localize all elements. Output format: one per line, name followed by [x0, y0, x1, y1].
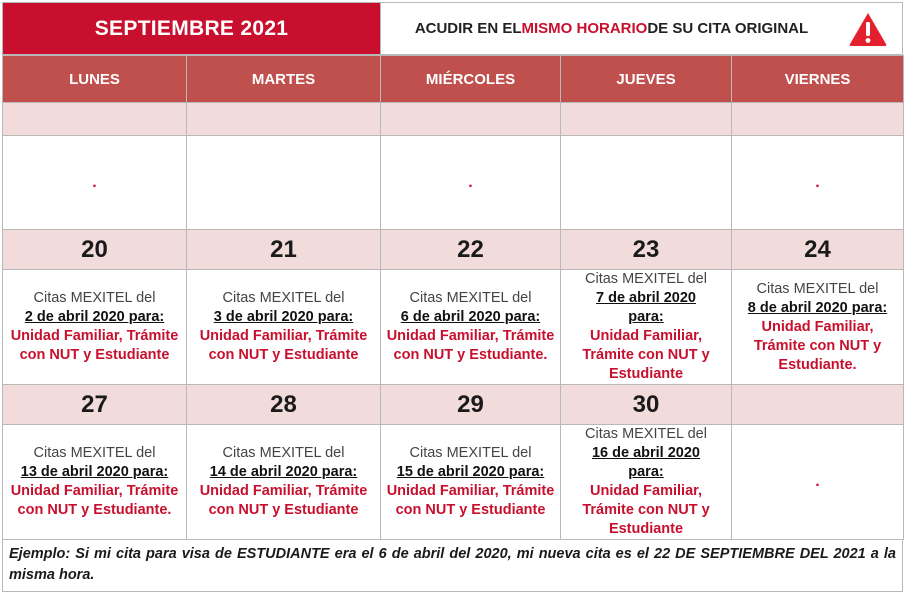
day-number-cell — [381, 103, 561, 136]
day-number: 20 — [3, 230, 187, 270]
weekday-monday: LUNES — [3, 56, 187, 103]
appointment-original-date: 2 de abril 2020 para: — [24, 309, 165, 325]
day-cell — [732, 136, 904, 230]
day-number: 28 — [187, 385, 381, 425]
appointment-types: Unidad Familiar, Trámite con NUT y Estudiante — [582, 328, 710, 382]
warning-triangle-icon — [848, 11, 888, 47]
day-number: 27 — [3, 385, 187, 425]
day-number: 23 — [561, 230, 732, 270]
appointment-cell — [732, 270, 904, 385]
placeholder-dot: . — [468, 173, 473, 191]
week0-number-row — [3, 103, 904, 136]
day-cell — [561, 136, 732, 230]
appointment-cell — [187, 270, 381, 385]
appointment-original-date: 3 de abril 2020 para: — [213, 309, 354, 325]
placeholder-dot: . — [815, 173, 820, 191]
appointment-prefix: Citas MEXITEL del — [409, 290, 532, 306]
weekday-thursday: JUEVES — [561, 56, 732, 103]
week1-number-row — [3, 230, 904, 270]
appointment-original-date: 8 de abril 2020 para: — [747, 299, 888, 316]
day-cell — [3, 136, 187, 230]
appointment-prefix: Citas MEXITEL del — [222, 290, 345, 306]
appointment-types: Unidad Familiar, Trámite con NUT y Estudiante — [199, 483, 368, 518]
appointment-cell — [3, 270, 187, 385]
calendar-header — [2, 2, 903, 55]
day-cell — [187, 136, 381, 230]
placeholder-dot: . — [92, 173, 97, 191]
appointment-cell — [561, 270, 732, 385]
day-number-cell — [732, 385, 904, 425]
day-number-cell — [187, 103, 381, 136]
appointment-prefix: Citas MEXITEL del — [585, 426, 707, 442]
day-number: 21 — [187, 230, 381, 270]
appointment-types: Unidad Familiar, Trámite con NUT y Estudiante — [199, 328, 368, 363]
week2-number-row — [3, 385, 904, 425]
appointment-original-date: 15 de abril 2020 para: — [396, 464, 545, 480]
notice-text-post: DE SU CITA ORIGINAL — [647, 20, 809, 37]
weekday-friday: VIERNES — [732, 56, 904, 103]
appointment-original-date: 6 de abril 2020 para: — [400, 309, 541, 325]
calendar-sheet — [2, 2, 903, 592]
appointment-original-date: 16 de abril 2020 para: — [591, 445, 700, 480]
appointment-types: Unidad Familiar, Trámite con NUT y Estudiante — [582, 483, 710, 537]
week0-content-row — [3, 136, 904, 230]
day-number: 29 — [381, 385, 561, 425]
example-note: Ejemplo: Si mi cita para visa de ESTUDIANTE era el 6 de abril del 2020, mi nueva cita es el 22 DE SEPTIEMBRE DEL 2021 a la misma hora. — [2, 540, 903, 592]
weekday-header-row — [3, 56, 904, 103]
day-cell — [381, 136, 561, 230]
appointment-types: Unidad Familiar, Trámite con NUT y Estudiante — [386, 483, 555, 518]
appointment-prefix: Citas MEXITEL del — [756, 280, 879, 297]
notice-text-highlight: MISMO HORARIO — [521, 20, 648, 37]
notice-text-pre: ACUDIR EN EL — [414, 20, 522, 37]
day-cell — [732, 425, 904, 540]
appointment-types: Unidad Familiar, Trámite con NUT y Estudiante. — [753, 318, 882, 373]
day-number-cell — [732, 103, 904, 136]
day-number: 22 — [381, 230, 561, 270]
appointment-prefix: Citas MEXITEL del — [222, 445, 345, 461]
appointment-types: Unidad Familiar, Trámite con NUT y Estudiante — [10, 328, 179, 363]
appointment-cell — [3, 425, 187, 540]
appointment-prefix: Citas MEXITEL del — [33, 290, 156, 306]
day-number: 30 — [561, 385, 732, 425]
appointment-cell — [381, 270, 561, 385]
week1-content-row — [3, 270, 904, 385]
weekday-tuesday: MARTES — [187, 56, 381, 103]
appointment-types: Unidad Familiar, Trámite con NUT y Estudiante. — [10, 483, 179, 518]
placeholder-dot: . — [815, 473, 820, 490]
appointment-original-date: 14 de abril 2020 para: — [209, 464, 358, 480]
day-number-cell — [561, 103, 732, 136]
day-number-cell — [3, 103, 187, 136]
week2-content-row — [3, 425, 904, 540]
appointment-cell — [381, 425, 561, 540]
appointment-cell — [561, 425, 732, 540]
appointment-types: Unidad Familiar, Trámite con NUT y Estudiante. — [386, 328, 555, 363]
appointment-cell — [187, 425, 381, 540]
schedule-notice — [381, 3, 902, 54]
appointment-prefix: Citas MEXITEL del — [585, 271, 707, 287]
appointment-original-date: 7 de abril 2020 para: — [596, 290, 696, 325]
appointment-prefix: Citas MEXITEL del — [33, 445, 156, 461]
day-number: 24 — [732, 230, 904, 270]
appointment-original-date: 13 de abril 2020 para: — [20, 464, 169, 480]
appointment-prefix: Citas MEXITEL del — [409, 445, 532, 461]
calendar-grid — [2, 55, 904, 540]
weekday-wednesday: MIÉRCOLES — [381, 56, 561, 103]
month-title: SEPTIEMBRE 2021 — [3, 3, 381, 54]
